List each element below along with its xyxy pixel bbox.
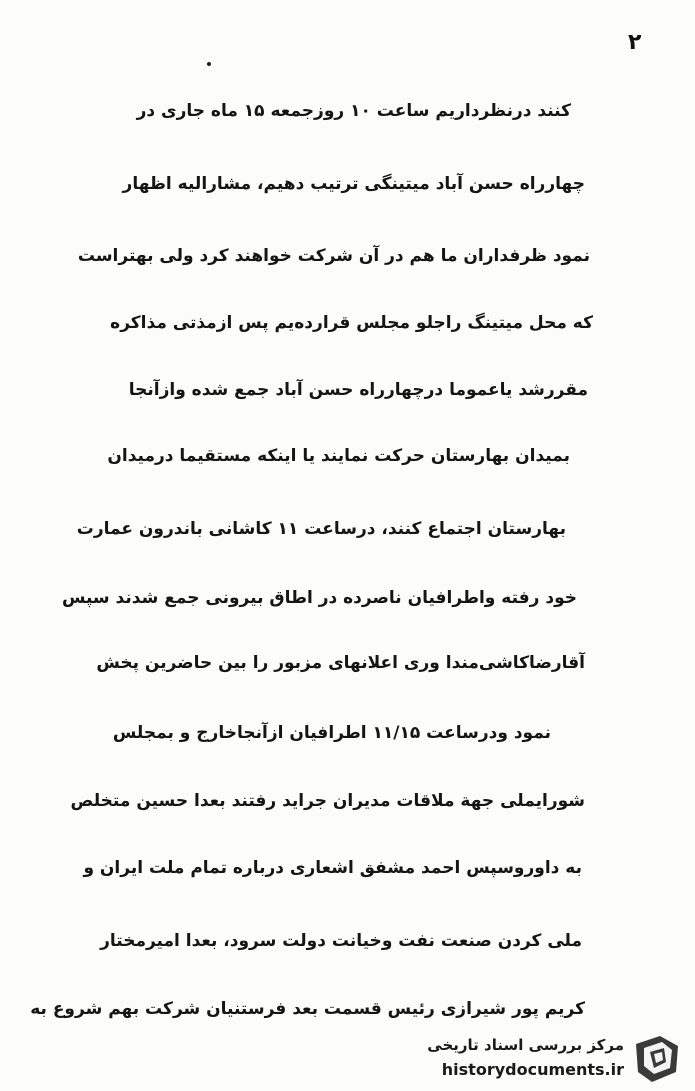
watermark-logo-icon: [630, 1032, 684, 1086]
text-line: بمیدان بهارستان حرکت نمایند یا اینکه مستقیما درمیدان: [107, 446, 570, 466]
watermark: [405, 1030, 690, 1088]
text-line: بهارستان اجتماع کنند، درساعت ۱۱ کاشانی باندرون عمارت: [76, 519, 566, 539]
ink-speck: [207, 62, 211, 66]
text-line: مقررشد یاعموما درچهارراه حسن آباد جمع شده وازآنجا: [128, 380, 588, 400]
text-line: آقارضاکاشی‌مندا وری اعلانهای مزبور را بین حاضرین پخش: [96, 653, 585, 673]
text-line: کریم پور شیرازی رئیس قسمت بعد فرستنیان شرکت بهم شروع به: [30, 999, 585, 1019]
text-line: چهارراه حسن آباد میتینگی ترتیب دهیم، مشارالیه اظهار: [122, 174, 585, 194]
text-line: به داوروسپس احمد مشفق اشعاری درباره تمام ملت ایران و: [83, 858, 582, 878]
text-line: کنند درنظرداریم ساعت ۱۰ روزجمعه ۱۵ ماه جاری در: [136, 101, 571, 121]
watermark-url: historydocuments.ir: [441, 1060, 624, 1079]
text-line: شورایملی جهة ملاقات مدیران جراید رفتند بعدا حسین متخلص: [70, 791, 585, 811]
text-line: ملی کردن صنعت نفت وخیانت دولت سرود، بعدا امیرمختار: [100, 931, 582, 951]
page-number: ۲: [628, 30, 642, 55]
text-line: نمود ظرفداران ما هم در آن شرکت خواهند کرد ولی بهتراست: [77, 246, 590, 266]
watermark-title: مرکز بررسی اسناد تاریخی: [427, 1036, 624, 1054]
text-line: که محل میتینگ راجلو مجلس قرارده‌یم پس ازمذتی مذاکره: [110, 313, 593, 333]
text-line: خود رفته واطرافیان ناصرده در اطاق بیرونی جمع شدند سپس: [61, 588, 577, 608]
text-line: نمود ودرساعت ۱۱/۱۵ اطرافیان ازآنجاخارج و بمجلس: [112, 723, 551, 743]
